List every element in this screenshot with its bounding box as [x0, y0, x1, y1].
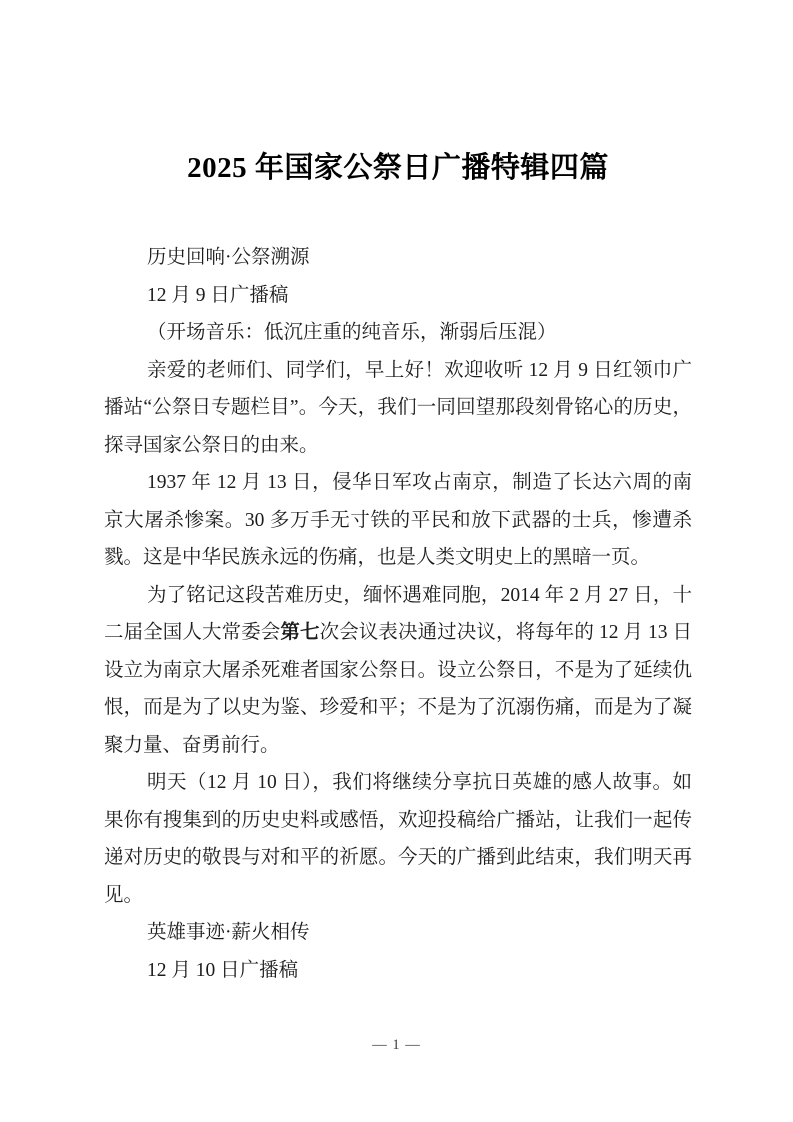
paragraph-broadcast-date: 12 月 9 日广播稿: [147, 284, 289, 306]
paragraph-segment-bold: 第七: [280, 622, 320, 643]
paragraph-greeting: 亲爱的老师们、同学们，早上好！欢迎收听 12 月 9 日红领巾广播站“公祭日专题栏目”。今天，我们一同回望那段刻骨铭心的历史，探寻国家公祭日的由来。: [104, 359, 692, 456]
paragraph-section-heading: 历史回响·公祭溯源: [147, 247, 310, 268]
paragraph-memorial-decision: [104, 577, 692, 765]
paragraph-segment: 次会议表决通过决议，将每年的 12 月 13 日设立为南京大屠杀死难者国家公祭日。设立公祭日，不是为了延续仇恨，而是为了以史为鉴、珍爱和平；不是为了沉溺伤痛，而是为了凝聚力量、奋勇前行。: [104, 622, 692, 756]
paragraph-section-heading-2: 英雄事迹·薪火相传: [147, 922, 310, 943]
page-number: — 1 —: [372, 1037, 421, 1053]
document-title: 2025 年国家公祭日广播特辑四篇: [187, 152, 609, 184]
paragraph-broadcast-date-2: 12 月 10 日广播稿: [147, 959, 299, 981]
paragraph-segment: 为了铭记这段苦难历史，缅怀遇难同胞，2014 年 2 月 27 日，十二届全国人大常委会: [104, 584, 692, 643]
paragraph-stage-direction: （开场音乐：低沉庄重的纯音乐，渐弱后压混）: [147, 322, 557, 343]
paragraph-closing: 明天（12 月 10 日），我们将继续分享抗日英雄的感人故事。如果你有搜集到的历史史料或感悟，欢迎投稿给广播站，让我们一起传递对历史的敬畏与对和平的祈愿。今天的广播到此结束，我们明天再见。: [104, 772, 692, 906]
document-body: [104, 239, 692, 989]
paragraph-history-1937: 1937 年 12 月 13 日，侵华日军攻占南京，制造了长达六周的南京大屠杀惨案。30 多万手无寸铁的平民和放下武器的士兵，惨遭杀戮。这是中华民族永远的伤痛，也是人类文明史上的黑暗一页。: [104, 472, 692, 568]
document-content: [104, 0, 692, 989]
